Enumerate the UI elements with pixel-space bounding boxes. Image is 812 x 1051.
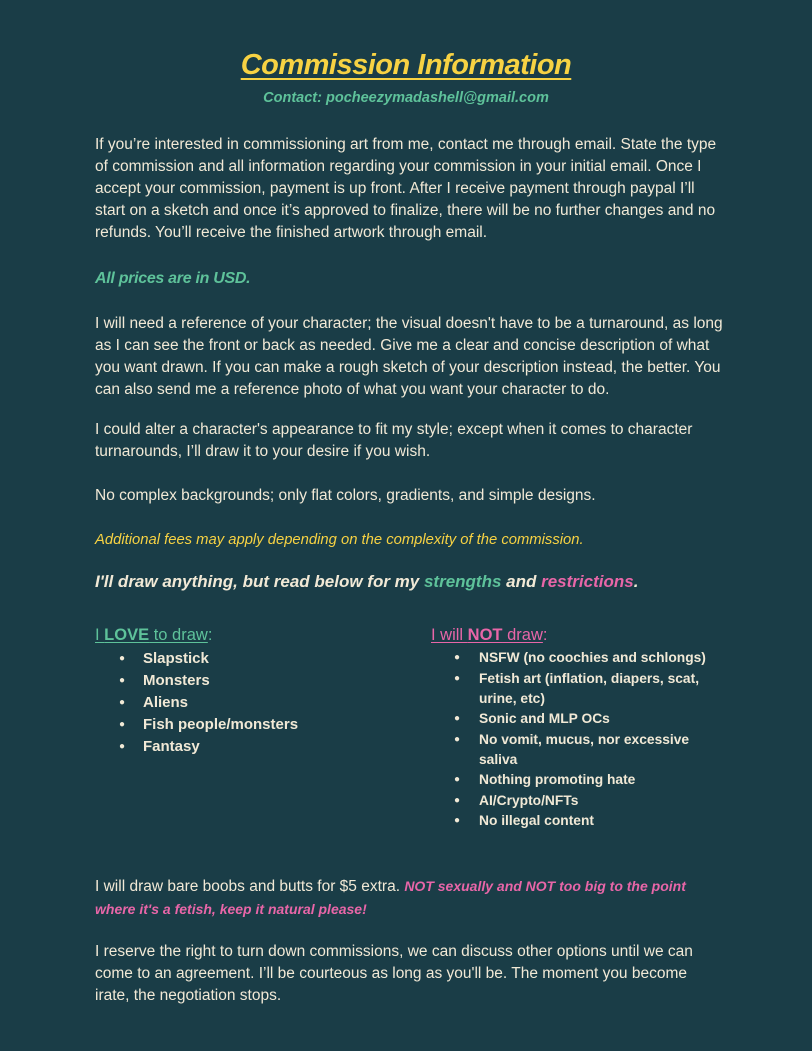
love-heading-emph: LOVE — [104, 626, 150, 644]
not-heading-colon: : — [542, 626, 548, 644]
headline-text-1: I'll draw anything, but read below for my — [95, 572, 424, 591]
not-item: ● Nothing promoting hate — [431, 770, 721, 790]
not-list — [431, 648, 721, 832]
contact-email: Contact: pocheezymadashell@gmail.com — [263, 90, 549, 106]
not-item: ● NSFW (no coochies and schlongs) — [431, 648, 721, 668]
intro-paragraph: If you’re interested in commissioning art from me, contact me through email. State the type of commission and all information regarding your commission in your initial email. Once I accept your commission, payment is up front. After I receive payment through paypal I’ll start on a sketch and once it’s approved to finalize, there will be no further changes and no refunds. You’ll receive the finished artwork through email. — [95, 136, 717, 241]
headline-text-3: . — [633, 572, 639, 591]
not-item: ● No vomit, mucus, nor excessive saliva — [431, 730, 721, 770]
love-heading-suffix: to draw — [149, 626, 208, 644]
style-paragraph: I could alter a character's appearance to fit my style; except when it comes to character turnarounds, I’ll draw it to your desire if you wish. — [95, 421, 693, 460]
reserve-paragraph: I reserve the right to turn down commissions, we can discuss other options until we can come to an agreement. I’ll be courteous as long as you'll be. The moment you become irate, the negotiation stops. — [95, 943, 693, 1004]
backgrounds-paragraph: No complex backgrounds; only flat colors, gradients, and simple designs. — [95, 487, 596, 504]
love-heading-prefix: I — [95, 626, 105, 644]
extra-paragraph — [95, 875, 723, 921]
page-title: Commission Information — [240, 49, 572, 81]
not-item: ● Sonic and MLP OCs — [431, 709, 721, 729]
love-item: ● Aliens — [95, 692, 395, 714]
not-heading-suffix: draw — [502, 626, 543, 644]
love-item: ● Monsters — [95, 670, 395, 692]
headline-text-2: and — [501, 572, 542, 591]
not-heading-prefix: I will — [431, 626, 468, 644]
not-item: ● No illegal content — [431, 811, 721, 831]
headline — [95, 571, 723, 593]
reference-paragraph: I will need a reference of your character; the visual doesn't have to be a turnaround, as long as I can see the front or back as needed. Give me a clear and concise description of what you want drawn. If you can make a rough sketch of your description instead, the better. You can also send me a reference photo of what you want your character to do. — [95, 315, 723, 398]
love-item: ● Fish people/monsters — [95, 714, 395, 736]
fees-note: Additional fees may apply depending on the complexity of the commission. — [95, 532, 584, 548]
not-heading-emph: NOT — [467, 626, 503, 644]
love-heading-colon: : — [207, 626, 213, 644]
love-item: ● Fantasy — [95, 736, 395, 758]
extra-text: I will draw bare boobs and butts for $5 extra. — [95, 878, 405, 895]
love-item: ● Slapstick — [95, 648, 395, 670]
not-heading — [431, 626, 547, 645]
love-heading — [95, 626, 212, 645]
headline-restrictions: restrictions — [541, 572, 634, 591]
extra-warning: NOT sexually and NOT too big to the point where it's a fetish, keep it natural please! — [95, 878, 686, 917]
prices-note: All prices are in USD. — [95, 270, 251, 287]
not-item: ● Fetish art (inflation, diapers, scat, urine, etc) — [431, 669, 721, 709]
headline-strengths: strengths — [423, 572, 502, 591]
love-list — [95, 648, 395, 758]
not-item: ● AI/Crypto/NFTs — [431, 791, 721, 811]
